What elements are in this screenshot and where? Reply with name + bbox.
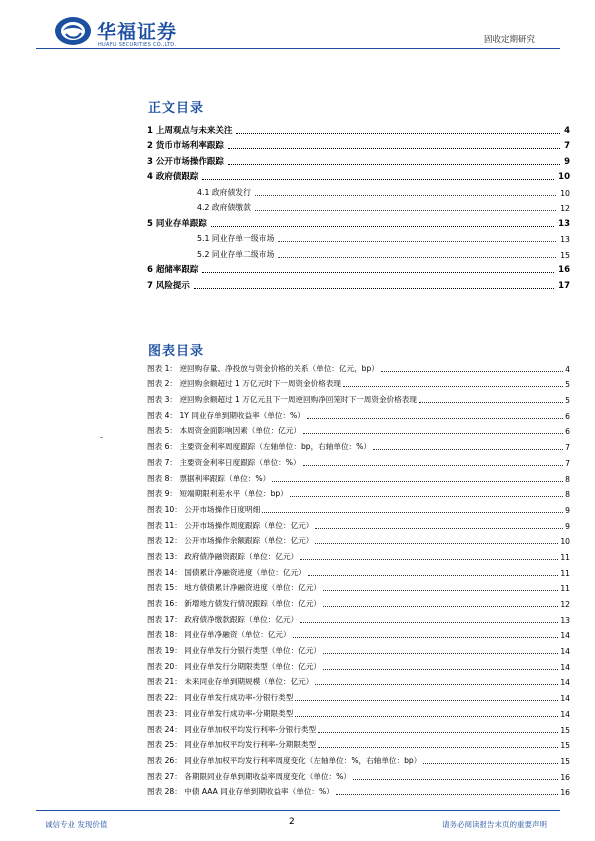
toc-leader-dots xyxy=(236,132,560,134)
toc-leader-dots xyxy=(228,147,560,149)
toc-entry-label: 5.2 同业存单二级市场 xyxy=(147,249,276,260)
figure-leader-dots xyxy=(318,746,558,748)
toc-leader-dots xyxy=(255,194,556,196)
figure-entry-page: 7 xyxy=(565,458,570,468)
figure-entry-page: 14 xyxy=(560,662,570,672)
figure-entry[interactable] xyxy=(147,672,570,688)
figure-entry[interactable] xyxy=(147,405,570,421)
toc-entry-page: 17 xyxy=(558,280,570,291)
toc-entry-page: 16 xyxy=(558,265,570,275)
toc-leader-dots xyxy=(255,209,556,211)
figure-entry-page: 11 xyxy=(560,584,570,594)
figure-leader-dots xyxy=(336,793,559,795)
figure-entry-page: 14 xyxy=(560,631,570,641)
figure-entry-label: 图表 28： 中债 AAA 同业存单到期收益率（单位：%） xyxy=(147,787,334,797)
toc-entry-page: 13 xyxy=(558,218,570,229)
figure-entry[interactable] xyxy=(147,703,570,719)
figure-entry-label: 图表 21： 未来同业存单到期规模（单位：亿元） xyxy=(147,677,314,687)
figure-leader-dots xyxy=(308,574,559,576)
logo-chinese-name: 华福证券 xyxy=(97,21,178,43)
toc-entry[interactable] xyxy=(147,260,570,276)
figure-leader-dots xyxy=(323,652,558,654)
figure-entry[interactable] xyxy=(147,499,570,515)
figure-leader-dots xyxy=(323,668,558,670)
figure-leader-dots xyxy=(303,464,564,466)
figure-entry[interactable] xyxy=(147,640,570,656)
figure-entry[interactable] xyxy=(147,515,570,531)
toc-leader-dots xyxy=(211,225,554,227)
toc-entry[interactable] xyxy=(147,229,570,245)
toc-entry-page: 10 xyxy=(558,172,570,182)
figure-leader-dots xyxy=(423,762,558,764)
figure-entry-label: 图表 15： 地方债债累计净融资进度（单位：亿元） xyxy=(147,583,321,593)
figure-entry-label: 图表 17： 政府债净缴款跟踪（单位：亿元） xyxy=(147,614,299,624)
figure-leader-dots xyxy=(315,683,558,685)
toc-entry-label: 4 政府债跟踪 xyxy=(147,172,199,182)
figure-entry[interactable] xyxy=(147,358,570,374)
figure-entry-label: 图表 7： 主要资金利率日度跟踪（单位：%） xyxy=(147,457,301,467)
figure-entry-label: 图表 1： 逆回购存量、净投放与资金价格的关系（单位：亿元，bp） xyxy=(147,363,379,373)
toc-entry[interactable] xyxy=(147,167,570,183)
figure-entry[interactable] xyxy=(147,389,570,405)
figure-entry-label: 图表 9： 短端期限利差水平（单位：bp） xyxy=(147,489,288,499)
page-header xyxy=(0,0,595,60)
toc-leader-dots xyxy=(278,256,556,258)
figure-entry-label: 图表 26： 同业存单加权平均发行利率周度变化（左轴单位：%，右轴单位：bp） xyxy=(147,755,422,765)
figure-leader-dots xyxy=(318,731,558,733)
toc-entry[interactable] xyxy=(147,136,570,152)
figure-entry-page: 9 xyxy=(565,505,570,515)
figure-entry[interactable] xyxy=(147,719,570,735)
figure-entry-page: 14 xyxy=(560,647,570,657)
figure-entry-label: 图表 11： 公开市场操作周度跟踪（单位：亿元） xyxy=(147,520,314,530)
figure-entry-label: 图表 6： 主要资金利率周度跟踪（左轴单位：bp，右轴单位：%） xyxy=(147,442,371,452)
figure-entry[interactable] xyxy=(147,468,570,484)
figure-entry-page: 15 xyxy=(560,725,570,735)
figure-leader-dots xyxy=(272,480,563,482)
footer-slogan: 诚信专业 发现价值 xyxy=(45,820,108,829)
toc-list xyxy=(147,120,570,291)
figure-entry-page: 13 xyxy=(560,615,570,625)
figure-entry-page: 9 xyxy=(565,521,570,531)
figure-entry-label: 图表 4： 1Y 同业存单到期收益率（单位：%） xyxy=(147,410,305,420)
toc-entry-label: 7 风险提示 xyxy=(147,280,190,291)
figure-entry-page: 14 xyxy=(560,709,570,719)
toc-entry-page: 15 xyxy=(560,250,570,260)
figure-entry-page: 6 xyxy=(565,411,570,421)
figure-entry[interactable] xyxy=(147,484,570,500)
figure-leader-dots xyxy=(307,417,563,419)
figure-entry-label: 图表 14： 国债累计净融资进度（单位：亿元） xyxy=(147,567,306,577)
figure-leader-dots xyxy=(381,370,563,372)
toc-entry[interactable] xyxy=(147,244,570,260)
figure-entry-page: 8 xyxy=(565,490,570,500)
figure-entry[interactable] xyxy=(147,562,570,578)
figure-entry[interactable] xyxy=(147,531,570,547)
toc-entry-page: 12 xyxy=(560,204,570,213)
figure-entry[interactable] xyxy=(147,593,570,609)
figure-entry-label: 图表 25： 同业存单加权平均发行利率-分期限类型 xyxy=(147,740,317,750)
figure-entry[interactable] xyxy=(147,656,570,672)
footer-disclaimer: 请务必阅读报告末页的重要声明 xyxy=(442,820,547,829)
figure-entry-label: 图表 10： 公开市场操作日度明细 xyxy=(147,504,261,514)
figures-list xyxy=(147,358,570,797)
figure-entry-label: 图表 24： 同业存单加权平均发行利率-分银行类型 xyxy=(147,724,317,734)
figure-leader-dots xyxy=(315,527,563,529)
page-number: 2 xyxy=(289,817,295,827)
figures-title: 图表目录 xyxy=(148,344,205,359)
figure-leader-dots xyxy=(343,385,563,387)
toc-title: 正文目录 xyxy=(148,101,205,116)
figure-entry-label: 图表 18： 同业存单净融资（单位：亿元） xyxy=(147,630,291,640)
figure-entry-page: 15 xyxy=(560,756,570,766)
toc-entry-label: 3 公开市场操作跟踪 xyxy=(147,156,224,167)
huafu-logo-icon xyxy=(53,14,93,48)
figure-entry-page: 15 xyxy=(560,741,570,751)
figure-entry-page: 5 xyxy=(565,396,570,406)
figure-entry-label: 图表 20： 同业存单发行分期限类型（单位：亿元） xyxy=(147,661,321,671)
toc-entry-page: 10 xyxy=(560,188,570,198)
toc-entry-label: 5 同业存单跟踪 xyxy=(147,218,207,229)
toc-entry-page: 13 xyxy=(560,235,570,244)
toc-entry[interactable] xyxy=(147,275,570,291)
figure-entry-page: 14 xyxy=(560,678,570,688)
figure-entry-label: 图表 8： 票据利率跟踪（单位：%） xyxy=(147,473,271,483)
figure-entry-page: 10 xyxy=(560,537,570,547)
logo-english-name: HUAFU SECURITIES CO.,LTD. xyxy=(98,42,177,48)
figure-entry[interactable] xyxy=(147,609,570,625)
toc-entry-page: 9 xyxy=(564,156,570,167)
figure-leader-dots xyxy=(295,715,558,717)
toc-entry-label: 4.1 政府债发行 xyxy=(147,187,253,198)
figure-entry-label: 图表 2： 逆回购余额超过 1 万亿元时下一周资金价格表现 xyxy=(147,379,341,389)
toc-entry-label: 2 货币市场利率跟踪 xyxy=(147,141,224,151)
figure-entry-page: 6 xyxy=(565,427,570,437)
figure-leader-dots xyxy=(262,511,563,513)
toc-entry[interactable] xyxy=(147,213,570,229)
figure-entry-label: 图表 27： 各期限同业存单到期收益率周度变化（单位：%） xyxy=(147,771,351,781)
figure-leader-dots xyxy=(353,778,558,780)
figure-leader-dots xyxy=(323,605,558,607)
report-type-label: 固收定期研究 xyxy=(483,35,535,45)
figure-entry-page: 12 xyxy=(560,600,570,609)
figure-entry[interactable] xyxy=(147,750,570,766)
figure-leader-dots xyxy=(315,542,558,544)
figure-leader-dots xyxy=(300,621,558,623)
figure-entry-label: 图表 3： 逆回购余额超过 1 万亿元且下一周逆回购净回笼时下一周资金价格表现 xyxy=(147,395,417,405)
figure-leader-dots xyxy=(293,636,559,638)
figure-entry[interactable] xyxy=(147,452,570,468)
figure-entry-label: 图表 19： 同业存单发行分银行类型（单位：亿元） xyxy=(147,646,321,656)
figure-entry-label: 图表 23： 同业存单发行成功率-分期限类型 xyxy=(147,708,294,718)
figure-entry-page: 8 xyxy=(565,474,570,484)
company-logo xyxy=(53,14,213,50)
figure-entry-label: 图表 22： 同业存单发行成功率-分银行类型 xyxy=(147,693,294,703)
figure-entry[interactable] xyxy=(147,687,570,703)
figure-leader-dots xyxy=(295,699,558,701)
toc-entry-label: 6 超储率跟踪 xyxy=(147,265,199,275)
toc-entry-page: 7 xyxy=(564,141,570,151)
figure-entry[interactable] xyxy=(147,374,570,390)
figure-entry-page: 16 xyxy=(560,772,570,782)
toc-leader-dots xyxy=(202,271,554,273)
figure-entry-page: 16 xyxy=(560,788,570,798)
footer-divider xyxy=(36,810,560,811)
figure-entry-page: 5 xyxy=(565,380,570,390)
toc-entry[interactable] xyxy=(147,182,570,198)
toc-leader-dots xyxy=(202,178,554,180)
toc-leader-dots xyxy=(228,163,560,165)
figure-entry[interactable] xyxy=(147,436,570,452)
header-divider xyxy=(36,48,560,49)
figure-entry[interactable] xyxy=(147,578,570,594)
figure-leader-dots xyxy=(323,589,558,591)
toc-entry[interactable] xyxy=(147,151,570,167)
figure-leader-dots xyxy=(290,495,563,497)
toc-leader-dots xyxy=(194,287,554,289)
toc-entry-label: 1 上周观点与未来关注 xyxy=(147,125,233,136)
toc-entry-label: 4.2 政府债缴款 xyxy=(147,202,253,213)
toc-entry-page: 4 xyxy=(564,125,570,136)
figure-entry-label: 图表 12： 公开市场操作余额跟踪（单位：亿元） xyxy=(147,536,314,546)
figure-entry-page: 4 xyxy=(565,364,570,374)
figure-entry[interactable] xyxy=(147,546,570,562)
figure-entry[interactable] xyxy=(147,421,570,437)
toc-entry-label: 5.1 同业存单一级市场 xyxy=(147,233,276,244)
figure-leader-dots xyxy=(300,558,558,560)
figure-leader-dots xyxy=(419,401,563,403)
toc-leader-dots xyxy=(278,240,556,242)
figure-entry-label: 图表 5： 本周资金面影响因素（单位：亿元） xyxy=(147,426,301,436)
margin-mark xyxy=(100,437,103,438)
figure-entry-page: 11 xyxy=(560,568,570,578)
figure-entry-page: 14 xyxy=(560,694,570,704)
figure-entry-page: 11 xyxy=(560,552,570,562)
figure-entry-page: 7 xyxy=(565,443,570,453)
figure-entry-label: 图表 16： 新增地方债发行情况跟踪（单位：亿元） xyxy=(147,599,321,608)
figure-entry-label: 图表 13： 政府债净融资跟踪（单位：亿元） xyxy=(147,551,299,561)
toc-entry[interactable] xyxy=(147,120,570,136)
figure-entry[interactable] xyxy=(147,625,570,641)
toc-entry[interactable] xyxy=(147,198,570,214)
figure-leader-dots xyxy=(373,448,563,450)
figure-leader-dots xyxy=(303,432,563,434)
figure-entry[interactable] xyxy=(147,735,570,751)
figure-entry[interactable] xyxy=(147,782,570,798)
figure-entry[interactable] xyxy=(147,766,570,782)
